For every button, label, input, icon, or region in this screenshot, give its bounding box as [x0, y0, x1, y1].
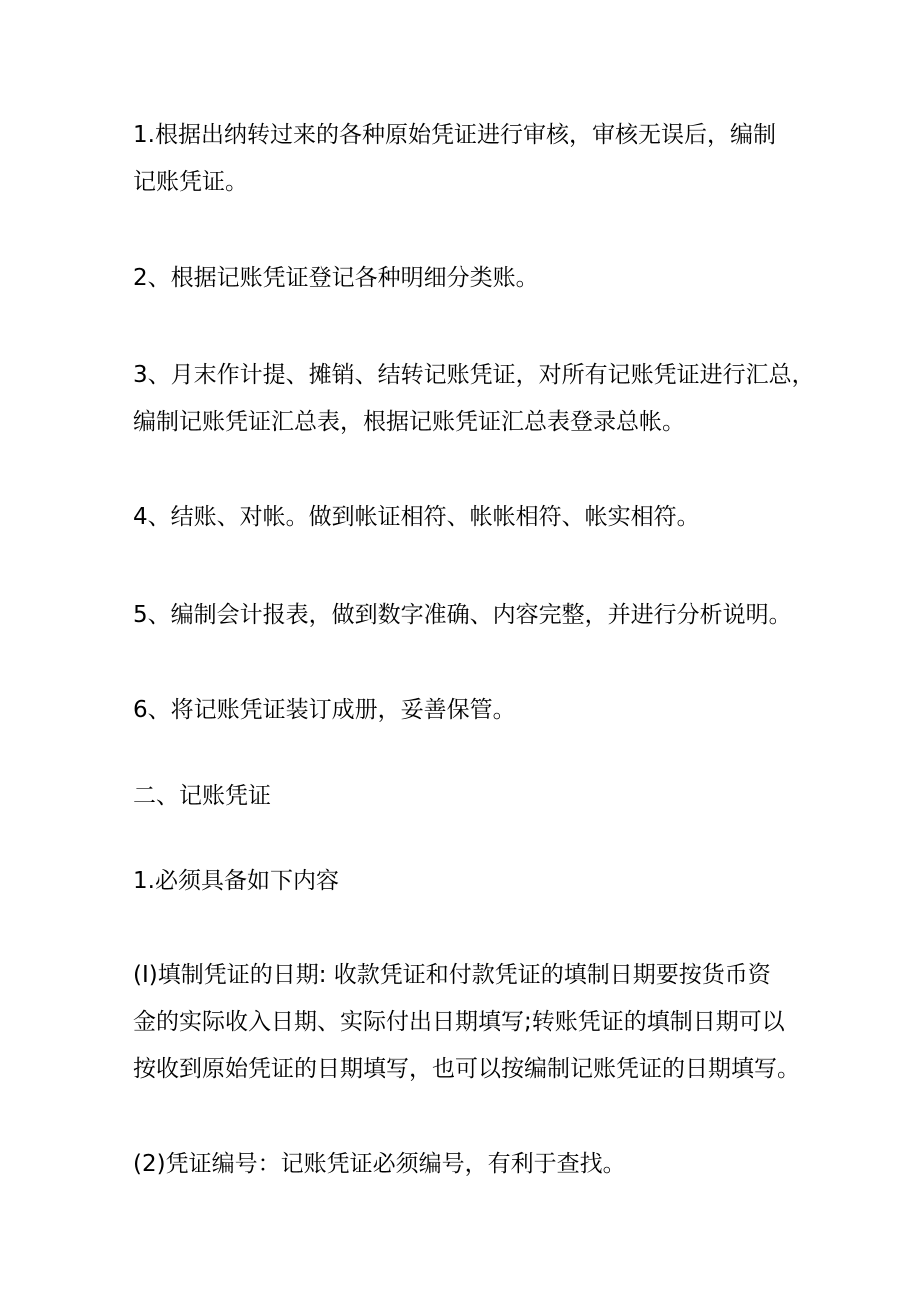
- text-line: (I)填制凭证的日期: 收款凭证和付款凭证的填制日期要按货币资: [133, 962, 771, 988]
- paragraph-6: [133, 687, 813, 734]
- paragraph-4: [133, 494, 813, 541]
- text-line: (2)凭证编号：记账凭证必须编号，有利于查找。: [133, 1151, 626, 1177]
- heading-line: 二、记账凭证: [133, 783, 271, 809]
- text-line: 3、月末作计提、摊销、结转记账凭证，对所有记账凭证进行汇总，: [133, 362, 815, 388]
- text-line: 6、将记账凭证装订成册，妥善保管。: [133, 697, 516, 723]
- text-line: 1.必须具备如下内容: [133, 868, 339, 894]
- text-line: 金的实际收入日期、实际付出日期填写;转账凭证的填制日期可以: [133, 1009, 785, 1035]
- paragraph-5: [133, 592, 813, 639]
- text-line: 记账凭证。: [133, 169, 248, 195]
- paragraph-1: [133, 112, 813, 206]
- paragraph-8: [133, 952, 813, 1093]
- text-line: 4、结账、对帐。做到帐证相符、帐帐相符、帐实相符。: [133, 504, 700, 530]
- text-line: 编制记账凭证汇总表，根据记账凭证汇总表登录总帐。: [133, 409, 685, 435]
- text-line: 1.根据出纳转过来的各种原始凭证进行审核，审核无误后，编制: [133, 122, 776, 148]
- text-line: 2、根据记账凭证登记各种明细分类账。: [133, 265, 539, 291]
- paragraph-3: [133, 352, 813, 446]
- paragraph-9: [133, 1141, 813, 1188]
- text-line: 按收到原始凭证的日期填写，也可以按编制记账凭证的日期填写。: [133, 1056, 800, 1082]
- paragraph-7: [133, 858, 813, 905]
- text-line: 5、编制会计报表，做到数字准确、内容完整，并进行分析说明。: [133, 602, 792, 628]
- section-heading: [133, 773, 813, 820]
- paragraph-2: [133, 255, 813, 302]
